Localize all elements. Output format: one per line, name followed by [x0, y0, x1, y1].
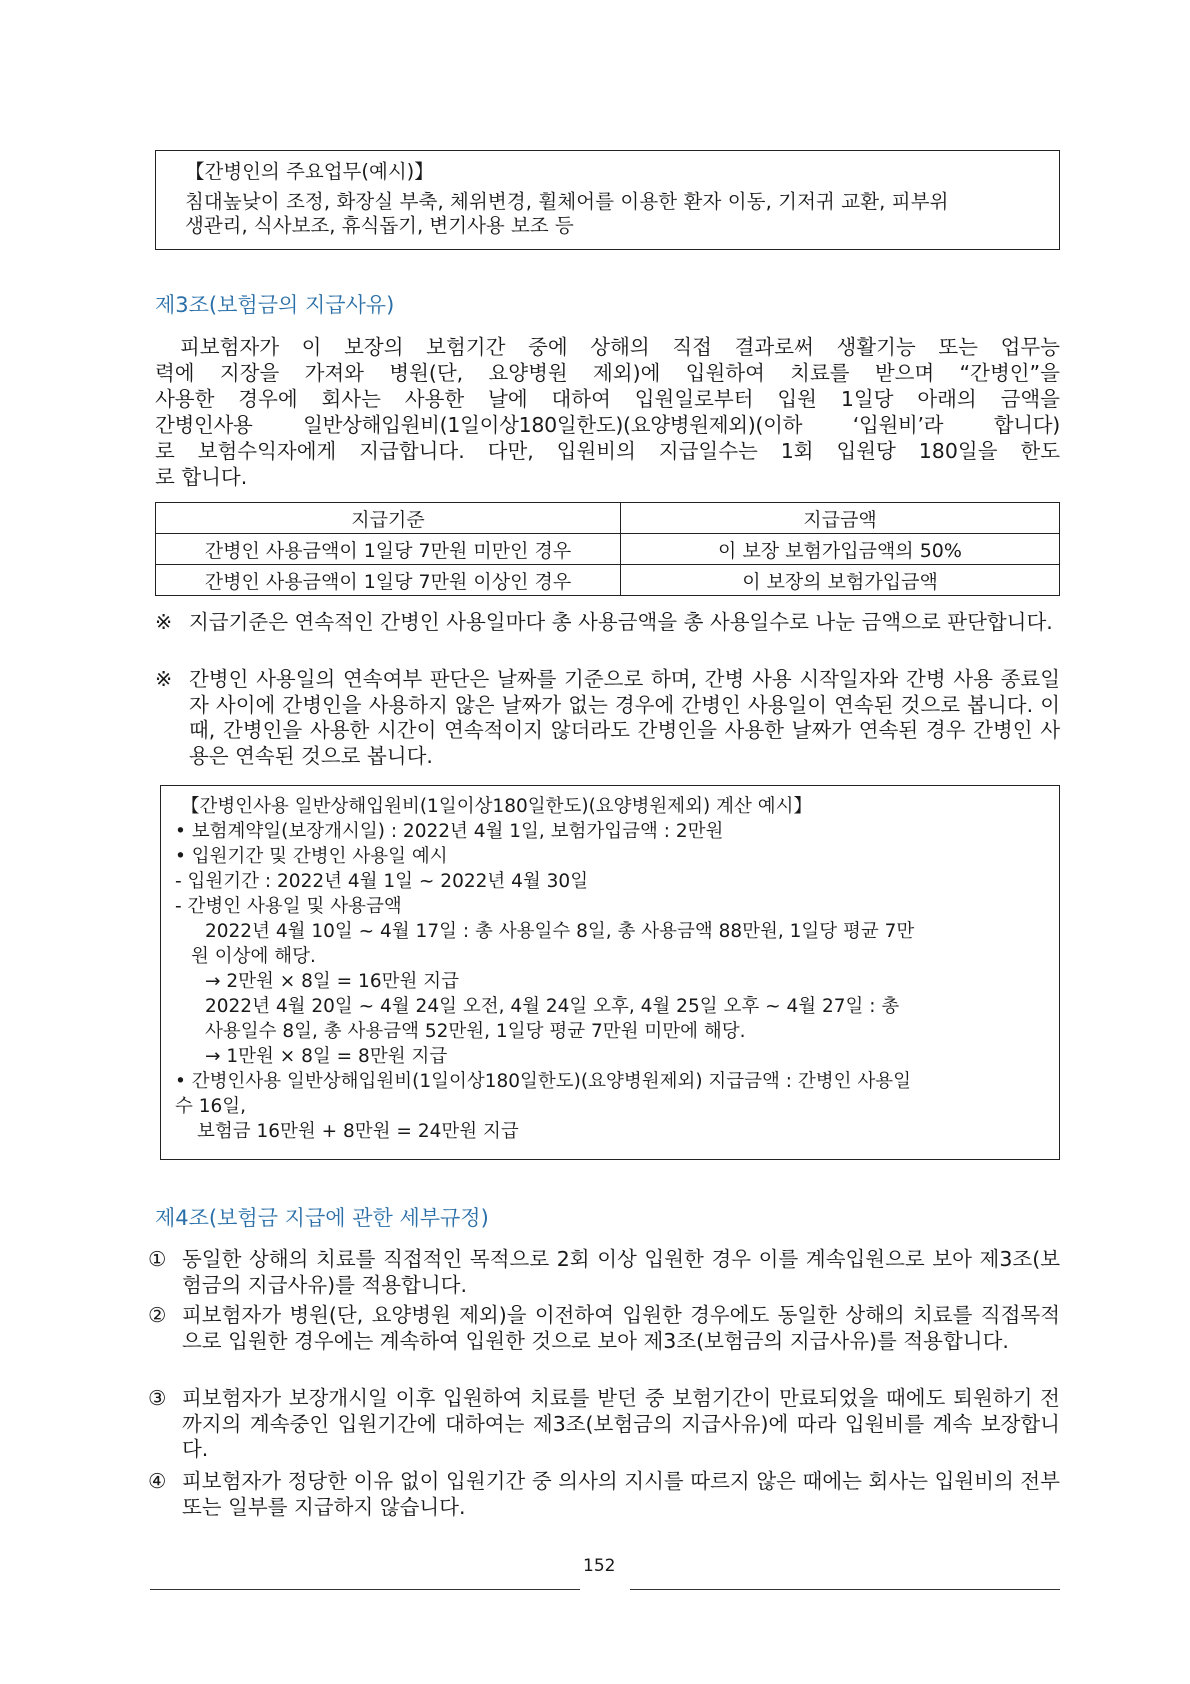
clause-text: 동일한 상해의 치료를 직접적인 목적으로 2회 이상 입원한 경우 이를 계속입원으로 보아 제3조(보험금의 지급사유)를 적용합니다. — [182, 1247, 1060, 1297]
example-line: 2022년 4월 20일 ~ 4월 24일 오전, 4월 24일 오후, 4월 25일 오후 ~ 4월 27일 : 총 — [205, 996, 900, 1017]
note-text: 간병인 사용일의 연속여부 판단은 날짜를 기준으로 하며, 간병 사용 시작일자와 간병 사용 종료일자 사이에 간병인을 사용하지 않은 날짜가 없는 경우에 간병인 사용일이 연속된 것으로 봅니다. 이때, 간병인을 사용한 시간이 연속적이지 않더라도 간병인을 사용한 날짜가 연속된 경우 간병인 사용은 연속된 것으로 봅니다. — [189, 667, 1060, 768]
page-number: 152 — [583, 1556, 616, 1576]
article-3-line: 로 합니다. — [155, 465, 248, 489]
article-3-line: 력에 지장을 가져와 병원(단, 요양병원 제외)에 입원하여 치료를 받으며 “간병인”을 — [155, 361, 1060, 385]
table-header: 지급금액 — [621, 503, 1060, 534]
table-header: 지급기준 — [156, 503, 621, 534]
example-line: 사용일수 8일, 총 사용금액 52만원, 1일당 평균 7만원 미만에 해당. — [205, 1021, 746, 1042]
article-3-line: 사용한 경우에 회사는 사용한 날에 대하여 입원일로부터 입원 1일당 아래의 금액을 — [155, 387, 1060, 411]
example-line: 2022년 4월 10일 ~ 4월 17일 : 총 사용일수 8일, 총 사용금액 88만원, 1일당 평균 7만 — [205, 921, 915, 942]
example-box — [160, 785, 1060, 1160]
clause-text: 피보험자가 정당한 이유 없이 입원기간 중 의사의 지시를 따르지 않은 때에는 회사는 입원비의 전부 또는 일부를 지급하지 않습니다. — [182, 1469, 1060, 1519]
table-cell: 이 보장 보험가입금액의 50% — [621, 534, 1060, 565]
footer-rule-right — [630, 1589, 1060, 1590]
clause-mark: ① — [148, 1247, 167, 1271]
clause-item — [148, 1247, 1060, 1298]
benefit-table — [155, 502, 1060, 596]
article-3-line: 피보험자가 이 보장의 보험기간 중에 상해의 직접 결과로써 생활기능 또는 업무능 — [180, 335, 1060, 359]
table-row — [156, 534, 1060, 565]
note-item — [155, 610, 1060, 636]
example-title: 【간병인사용 일반상해입원비(1일이상180일한도)(요양병원제외) 계산 예시】 — [181, 796, 812, 817]
clause-mark: ③ — [148, 1386, 167, 1410]
example-line: - 입원기간 : 2022년 4월 1일 ~ 2022년 4월 30일 — [175, 871, 589, 892]
clause-mark: ④ — [148, 1469, 167, 1493]
note-mark: ※ — [155, 667, 173, 691]
clause-text: 피보험자가 병원(단, 요양병원 제외)을 이전하여 입원한 경우에도 동일한 상해의 치료를 직접목적으로 입원한 경우에는 계속하여 입원한 것으로 보아 제3조(보험금의 지급사유)를 적용합니다. — [182, 1303, 1060, 1353]
article-3-line: 간병인사용 일반상해입원비(1일이상180일한도)(요양병원제외)(이하 ‘입원비’라 합니다) — [155, 413, 1060, 437]
example-line: • 보험계약일(보장개시일) : 2022년 4월 1일, 보험가입금액 : 2만원 — [175, 821, 724, 842]
duty-box-line: 침대높낮이 조정, 화장실 부축, 체위변경, 휠체어를 이용한 환자 이동, 기저귀 교환, 피부위 — [185, 190, 949, 213]
table-header-row — [156, 503, 1060, 534]
example-line: 수 16일, — [175, 1096, 247, 1117]
duty-box-title: 【간병인의 주요업무(예시)】 — [185, 160, 434, 183]
example-line: 보험금 16만원 + 8만원 = 24만원 지급 — [197, 1121, 519, 1142]
clause-item — [148, 1303, 1060, 1354]
duty-box — [155, 150, 1060, 250]
table-row — [156, 565, 1060, 596]
table-cell: 간병인 사용금액이 1일당 7만원 미만인 경우 — [156, 534, 621, 565]
note-text: 지급기준은 연속적인 간병인 사용일마다 총 사용금액을 총 사용일수로 나눈 금액으로 판단합니다. — [189, 610, 1053, 634]
note-item — [155, 667, 1060, 769]
clause-item — [148, 1386, 1060, 1463]
article-4-heading: 제4조(보험금 지급에 관한 세부규정) — [155, 1206, 489, 1230]
table-cell: 간병인 사용금액이 1일당 7만원 이상인 경우 — [156, 565, 621, 596]
article-3-line: 로 보험수익자에게 지급합니다. 다만, 입원비의 지급일수는 1회 입원당 180일을 한도 — [155, 439, 1060, 463]
clause-text: 피보험자가 보장개시일 이후 입원하여 치료를 받던 중 보험기간이 만료되었을 때에도 퇴원하기 전까지의 계속중인 입원기간에 대하여는 제3조(보험금의 지급사유)에 따라 입원비를 계속 보장합니다. — [182, 1386, 1060, 1461]
note-mark: ※ — [155, 610, 173, 634]
article-3-heading: 제3조(보험금의 지급사유) — [155, 293, 395, 317]
example-line: → 1만원 × 8일 = 8만원 지급 — [205, 1046, 448, 1067]
footer-rule-left — [150, 1589, 580, 1590]
example-line: → 2만원 × 8일 = 16만원 지급 — [205, 971, 459, 992]
example-line: • 간병인사용 일반상해입원비(1일이상180일한도)(요양병원제외) 지급금액 : 간병인 사용일 — [175, 1071, 911, 1092]
table-cell: 이 보장의 보험가입금액 — [621, 565, 1060, 596]
clause-item — [148, 1469, 1060, 1520]
duty-box-line: 생관리, 식사보조, 휴식돕기, 변기사용 보조 등 — [185, 214, 574, 237]
example-line: • 입원기간 및 간병인 사용일 예시 — [175, 846, 448, 867]
example-line: - 간병인 사용일 및 사용금액 — [175, 896, 402, 917]
example-line: 원 이상에 해당. — [191, 946, 316, 967]
clause-mark: ② — [148, 1303, 167, 1327]
